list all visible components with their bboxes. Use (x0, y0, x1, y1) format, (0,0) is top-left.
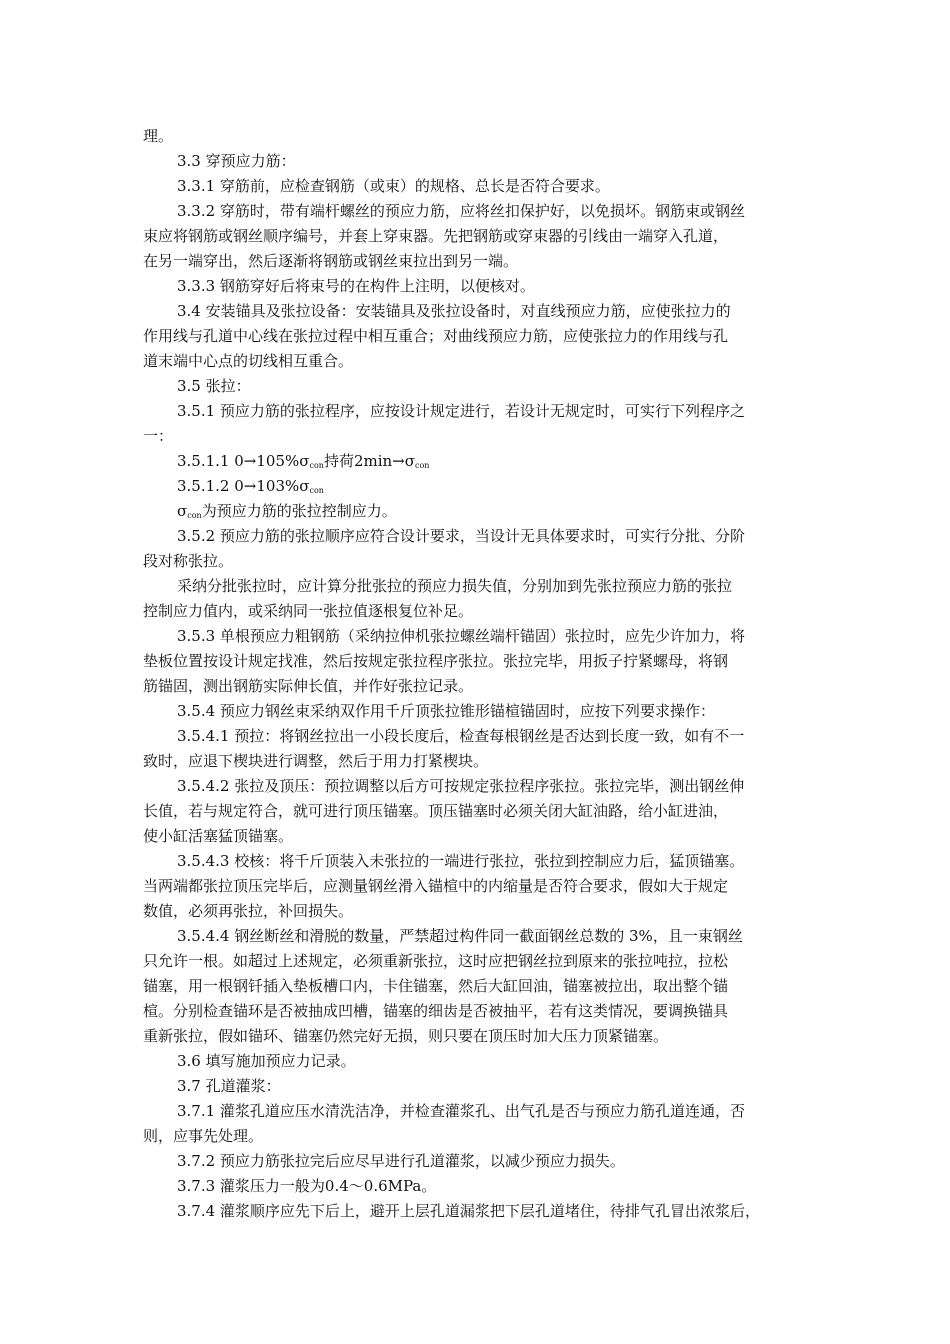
text-line (143, 899, 353, 924)
text-fragment: 3.5.1.1 0→105%σ (177, 452, 310, 470)
text-fragment: 3.5.1 预应力筋的张拉程序，应按设计规定进行，若设计无规定时，可实行下列程序之 (177, 402, 745, 420)
text-line (177, 1149, 625, 1174)
text-line (177, 624, 745, 649)
text-fragment: 束应将钢筋或钢丝顺序编号，并套上穿束器。先把钢筋或穿束器的引线由一端穿入孔道， (143, 227, 729, 245)
text-line (143, 999, 728, 1024)
text-line (143, 949, 728, 974)
text-line (143, 249, 518, 274)
text-fragment: 3.5.4.4 钢丝断丝和滑脱的数量，严禁超过构件同一截面钢丝总数的 3%，且一束钢丝 (177, 927, 743, 945)
text-fragment: 3.6 填写施加预应力记录。 (177, 1052, 356, 1070)
text-fragment: 3.7.1 灌浆孔道应压水清洗洁净，并检查灌浆孔、出气孔是否与预应力筋孔道连通，否 (177, 1102, 745, 1120)
text-line (177, 399, 745, 424)
text-fragment: 筋锚固，测出钢筋实际伸长值，并作好张拉记录。 (143, 677, 474, 695)
text-line (177, 1099, 745, 1124)
subscript: con (187, 511, 202, 520)
text-line (143, 349, 353, 374)
text-fragment: 在另一端穿出，然后逐渐将钢筋或钢丝束拉出到另一端。 (143, 252, 519, 270)
text-fragment: 3.3.1 穿筋前，应检查钢筋（或束）的规格、总长是否符合要求。 (177, 177, 610, 195)
text-line (177, 849, 744, 874)
text-fragment: 3.4 安装锚具及张拉设备：安装锚具及张拉设备时，对直线预应力筋，应使张拉力的 (177, 302, 731, 320)
text-fragment: σ (177, 502, 188, 520)
text-line (177, 574, 732, 599)
text-fragment: 3.3 穿预应力筋： (177, 152, 296, 170)
text-line (143, 874, 728, 899)
text-fragment: 锚塞，用一根钢钎插入垫板槽口内，卡住锚塞，然后大缸回油，锚塞被拉出，取出整个锚 (143, 977, 729, 995)
text-line (177, 299, 731, 324)
text-fragment: 作用线与孔道中心线在张拉过程中相互重合；对曲线预应力筋，应使张拉力的作用线与孔 (143, 327, 729, 345)
text-line (177, 274, 535, 299)
subscript: con (309, 461, 324, 470)
text-fragment: 当两端都张拉顶压完毕后，应测量钢丝滑入锚楦中的内缩量是否符合要求，假如大于规定 (143, 877, 729, 895)
text-fragment: 3.5.4.1 预拉：将钢丝拉出一小段长度后，检查每根钢丝是否达到长度一致，如有不一 (177, 727, 745, 745)
text-fragment: 则，应事先处理。 (143, 1127, 264, 1145)
text-fragment: 持荷2min→σ (323, 452, 415, 470)
text-line (143, 424, 173, 449)
text-line (143, 549, 233, 574)
text-fragment: 段对称张拉。 (143, 552, 234, 570)
text-fragment: 一： (143, 427, 174, 445)
text-fragment: 长值，若与规定符合，就可进行顶压锚塞。顶压锚塞时必须关闭大缸油路，给小缸进油， (143, 802, 729, 820)
text-line (177, 1174, 436, 1199)
text-line (177, 1074, 281, 1099)
text-line (177, 374, 251, 399)
text-line (143, 799, 728, 824)
text-line (177, 199, 745, 224)
text-line (177, 1049, 356, 1074)
text-fragment: 垫板位置按设计规定找准，然后按规定张拉程序张拉。张拉完毕，用扳子拧紧螺母，将钢 (143, 652, 729, 670)
text-fragment: 3.5 张拉： (177, 377, 251, 395)
text-line (143, 824, 293, 849)
text-line (143, 599, 473, 624)
text-line (143, 749, 488, 774)
text-fragment: 3.5.4.3 校核：将千斤顶装入未张拉的一端进行张拉，张拉到控制应力后，猛顶锚塞。 (177, 852, 745, 870)
text-fragment: 数值，必须再张拉，补回损失。 (143, 902, 354, 920)
text-line (177, 724, 744, 749)
text-line (177, 1199, 760, 1224)
text-fragment: 使小缸活塞猛顶锚塞。 (143, 827, 294, 845)
text-fragment: 只允许一根。如超过上述规定，必须重新张拉，这时应把钢丝拉到原来的张拉吨拉，拉松 (143, 952, 729, 970)
text-fragment: 3.5.4 预应力钢丝束采纳双作用千斤顶张拉锥形锚楦锚固时，应按下列要求操作： (177, 702, 715, 720)
text-fragment: 3.5.3 单根预应力粗钢筋（采纳拉伸机张拉螺丝端杆锚固）张拉时，应先少许加力，将 (177, 627, 745, 645)
text-fragment: 3.3.2 穿筋时，带有端杆螺丝的预应力筋，应将丝扣保护好，以免损坏。钢筋束或钢丝 (177, 202, 745, 220)
text-line (143, 1124, 263, 1149)
text-fragment: 3.3.3 钢筋穿好后将束号的在构件上注明，以便核对。 (177, 277, 535, 295)
text-line (143, 1024, 668, 1049)
text-fragment: 道末端中心点的切线相互重合。 (143, 352, 354, 370)
text-fragment: 采纳分批张拉时，应计算分批张拉的预应力损失值，分别加到先张拉预应力筋的张拉 (177, 577, 733, 595)
text-line (143, 224, 728, 249)
text-fragment: 3.7 孔道灌浆： (177, 1077, 281, 1095)
text-fragment: 楦。分别检查锚环是否被抽成凹槽，锚塞的细齿是否被抽平，若有这类情况，要调换锚具 (143, 1002, 729, 1020)
text-line (177, 149, 296, 174)
subscript: con (414, 461, 430, 470)
text-fragment: 3.5.4.2 张拉及顶压：预拉调整以后方可按规定张拉程序张拉。张拉完毕，测出钢丝伸 (177, 777, 745, 795)
text-fragment: 3.7.2 预应力筋张拉完后应尽早进行孔道灌浆，以减少预应力损失。 (177, 1152, 625, 1170)
text-fragment: 3.7.3 灌浆压力一般为0.4～0.6MPa。 (177, 1177, 437, 1195)
text-line (177, 924, 743, 949)
text-fragment: 控制应力值内，或采纳同一张拉值逐根复位补足。 (143, 602, 474, 620)
text-line (177, 699, 715, 724)
text-fragment: 3.7.4 灌浆顺序应先下后上，避开上层孔道漏浆把下层孔道堵住，待排气孔冒出浓浆后， (177, 1202, 760, 1220)
text-fragment: 致时，应退下楔块进行调整，然后于用力打紧楔块。 (143, 752, 489, 770)
text-fragment: 重新张拉，假如锚环、锚塞仍然完好无损，则只要在顶压时加大压力顶紧锚塞。 (143, 1027, 669, 1045)
text-line (177, 174, 610, 199)
text-fragment: 3.5.1.2 0→103%σ (177, 477, 310, 495)
text-fragment: 为预应力筋的张拉控制应力。 (201, 502, 397, 520)
text-line (143, 124, 173, 149)
text-line (143, 649, 728, 674)
text-line (143, 974, 728, 999)
subscript: con (309, 486, 324, 495)
text-line (177, 524, 745, 549)
text-fragment: 3.5.2 预应力筋的张拉顺序应符合设计要求，当设计无具体要求时，可实行分批、分阶 (177, 527, 745, 545)
text-fragment: 理。 (143, 127, 174, 145)
text-line (177, 774, 744, 799)
text-line (143, 674, 473, 699)
text-line (143, 324, 728, 349)
